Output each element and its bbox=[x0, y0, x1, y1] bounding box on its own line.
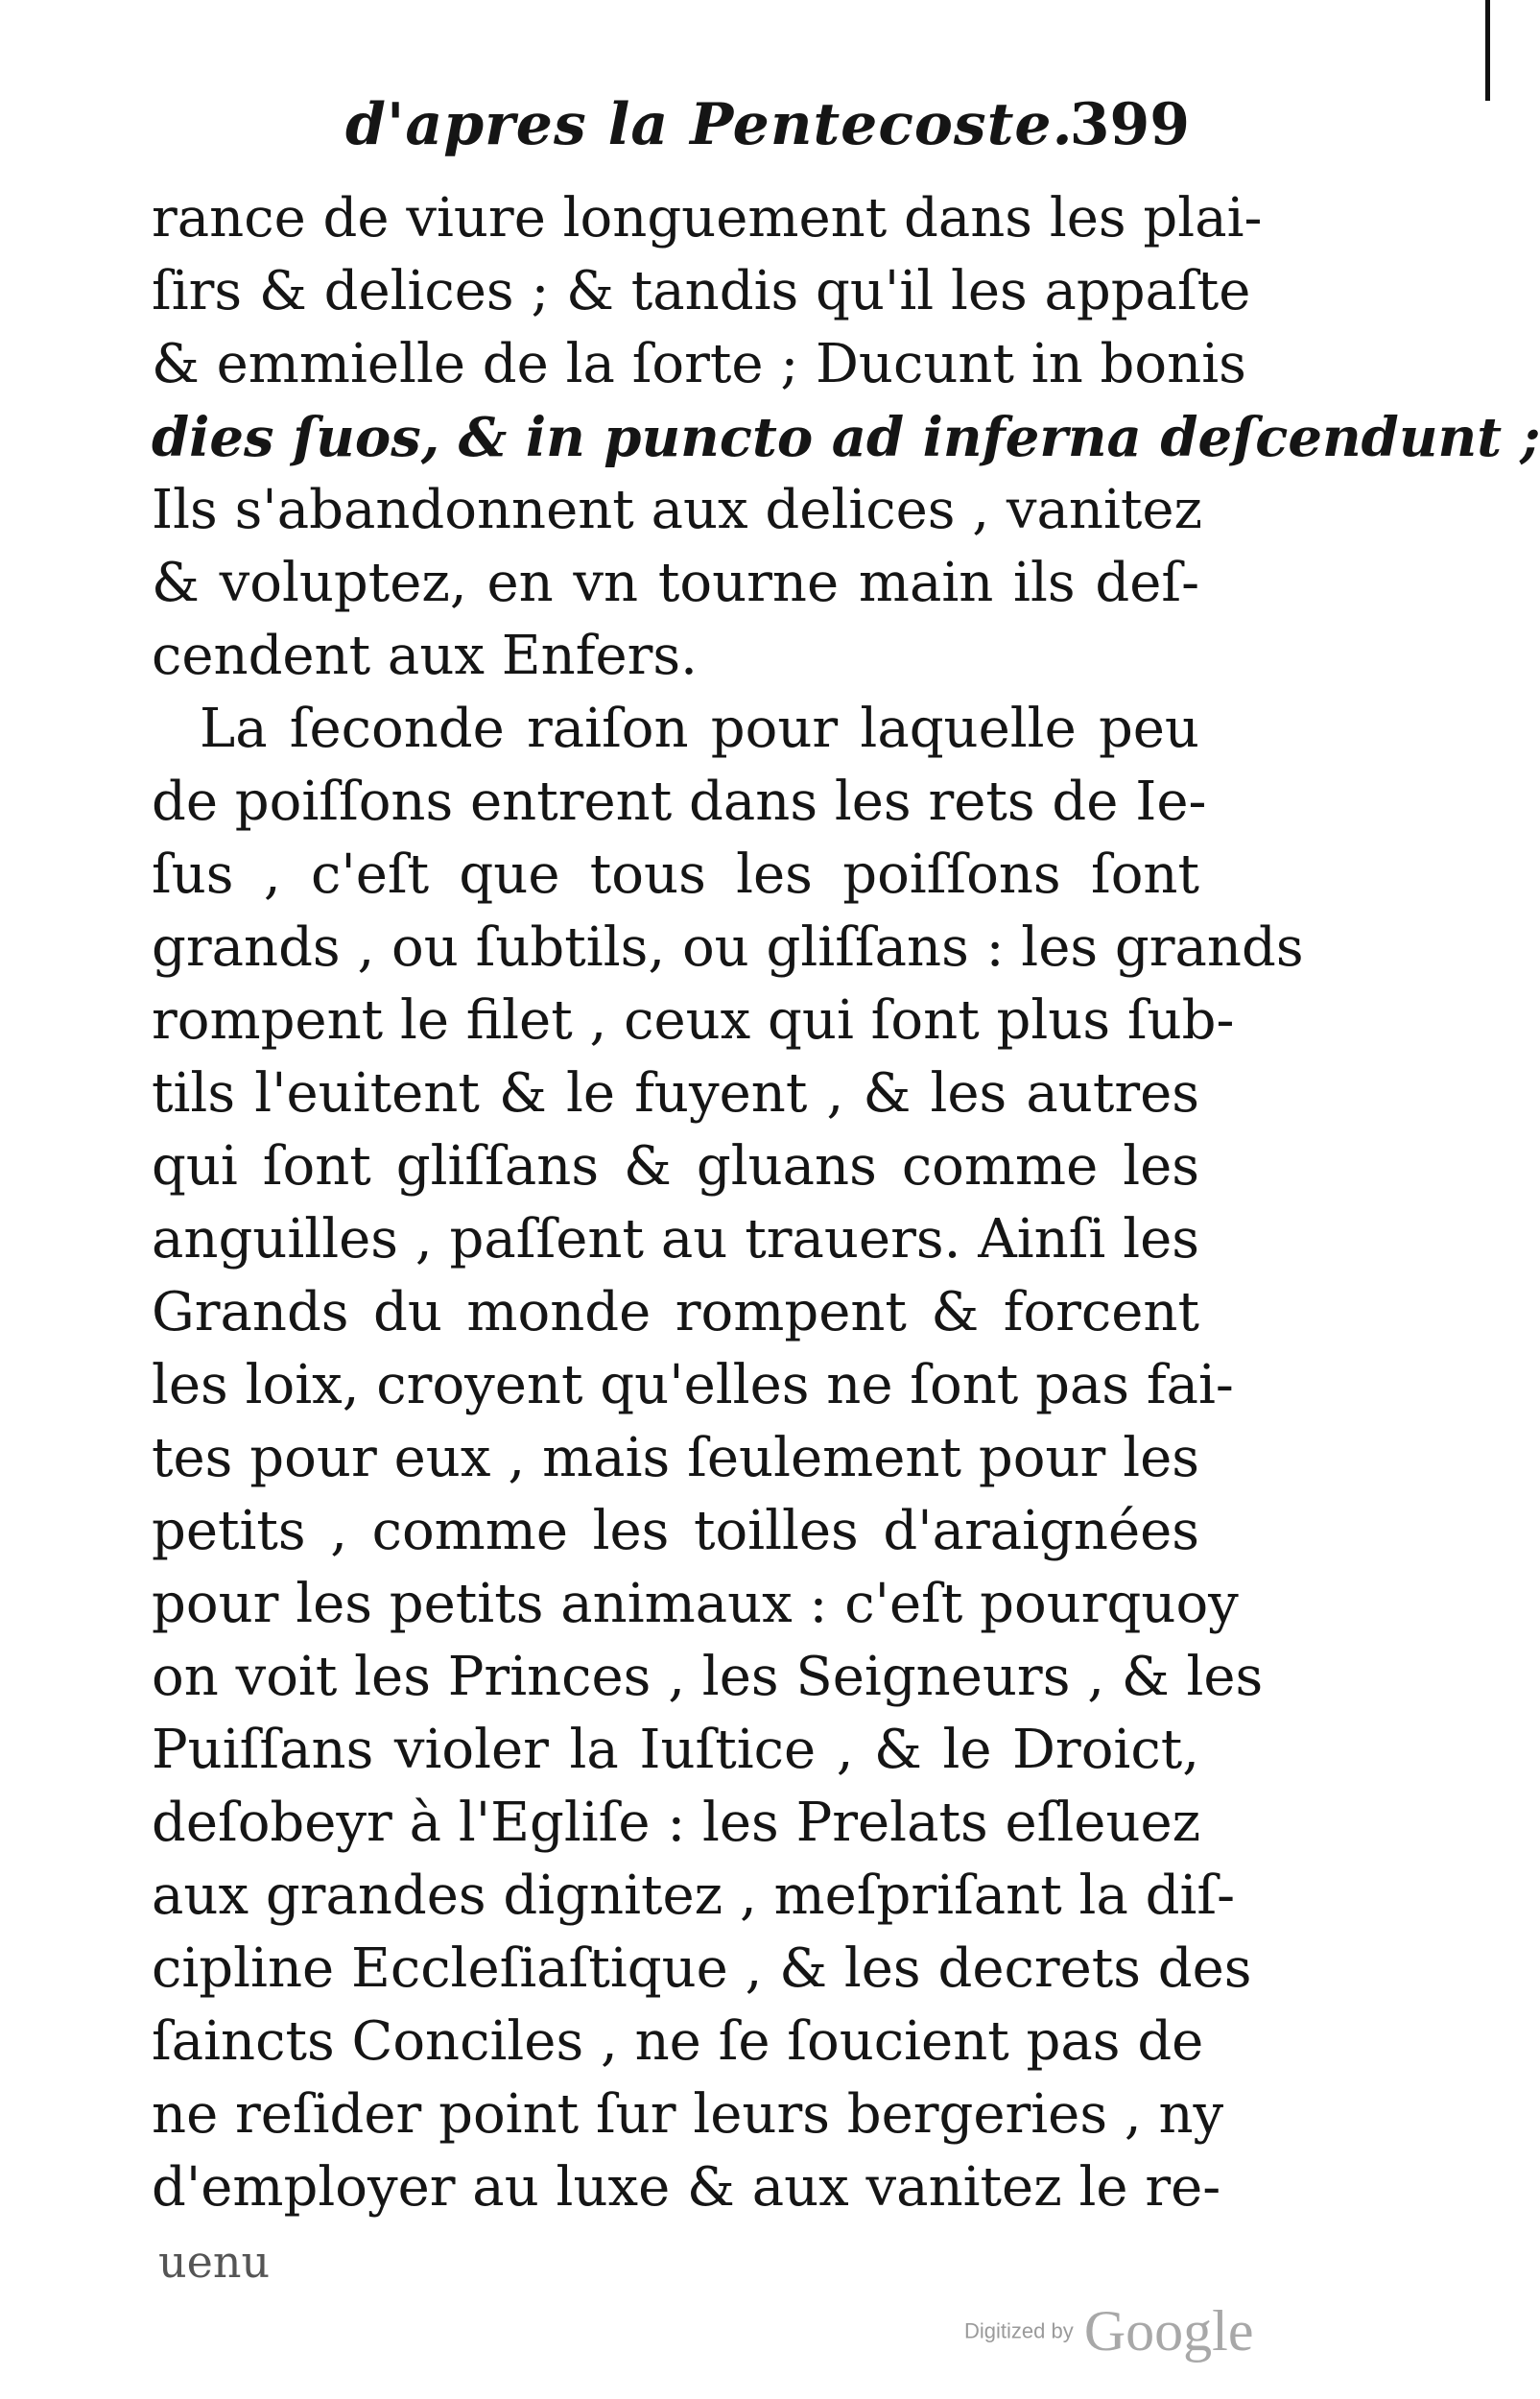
text-line: tes pour eux , mais ſeulement pour les bbox=[152, 1427, 1199, 1489]
text-line: Ils s'abandonnent aux delices , vanitez bbox=[152, 479, 1203, 541]
text-line: Grands du monde rompent & forcent bbox=[152, 1281, 1199, 1343]
running-title: d'apres la Pentecoste. bbox=[345, 91, 1074, 158]
text-line: ſus , c'eſt que tous les poiſſons ſont bbox=[152, 843, 1199, 906]
catchword: uenu bbox=[158, 2236, 271, 2288]
text-line: de poiſſons entrent dans les rets de Ie- bbox=[152, 771, 1207, 833]
text-line: ne reſider point ſur leurs bergeries , ny bbox=[152, 2083, 1224, 2146]
text-line: & voluptez, en vn tourne main ils deſ- bbox=[152, 552, 1199, 614]
text-line: grands , ou ſubtils, ou gliſſans : les grands bbox=[152, 916, 1304, 979]
body-text bbox=[152, 182, 1540, 2224]
text-line: Puiſſans violer la Iuſtice , & le Droict, bbox=[152, 1719, 1199, 1781]
text-line: les loix, croyent qu'elles ne ſont pas fai- bbox=[152, 1354, 1234, 1416]
text-line: ſaincts Conciles , ne ſe ſoucient pas de bbox=[152, 2010, 1204, 2073]
text-line: rompent le filet , ceux qui ſont plus ſub- bbox=[152, 989, 1235, 1052]
text-line: qui ſont gliſſans & gluans comme les bbox=[152, 1135, 1199, 1198]
text-line: & emmielle de la ſorte ; Ducunt in bonis bbox=[152, 333, 1246, 395]
text-line: petits , comme les toilles d'araignées bbox=[152, 1500, 1199, 1562]
text-line: aux grandes dignitez , meſpriſant la diſ- bbox=[152, 1865, 1236, 1927]
text-line: deſobeyr à l'Egliſe : les Prelats eſleuez bbox=[152, 1792, 1201, 1854]
text-line: cendent aux Enfers. bbox=[152, 625, 698, 687]
text-line: anguilles , paſſent au trauers. Ainſi les bbox=[152, 1208, 1199, 1271]
watermark-prefix: Digitized by bbox=[964, 2318, 1074, 2343]
text-line: cipline Eccleſiaſtique , & les decrets des bbox=[152, 1937, 1252, 2000]
running-head bbox=[221, 91, 1190, 168]
text-line: tils l'euitent & le fuyent , & les autres bbox=[152, 1062, 1199, 1125]
text-line: rance de viure longuement dans les plai- bbox=[152, 187, 1263, 249]
text-line: on voit les Princes , les Seigneurs , & les bbox=[152, 1646, 1264, 1708]
digitized-by-google-watermark bbox=[964, 2298, 1253, 2365]
text-line: ſirs & delices ; & tandis qu'il les appaſte bbox=[152, 260, 1251, 322]
google-logo: Google bbox=[1083, 2299, 1254, 2363]
page-number: 399 bbox=[1069, 91, 1190, 158]
text-line: d'employer au luxe & aux vanitez le re- bbox=[152, 2156, 1221, 2219]
paragraph-start-line: La ſeconde raiſon pour laquelle peu bbox=[200, 698, 1199, 760]
text-line: pour les petits animaux : c'eſt pourquoy bbox=[152, 1573, 1239, 1635]
page-edge-line bbox=[1485, 0, 1490, 101]
latin-quote-line: dies ſuos, & in puncto ad inferna deſcendunt ; bbox=[152, 406, 1540, 469]
